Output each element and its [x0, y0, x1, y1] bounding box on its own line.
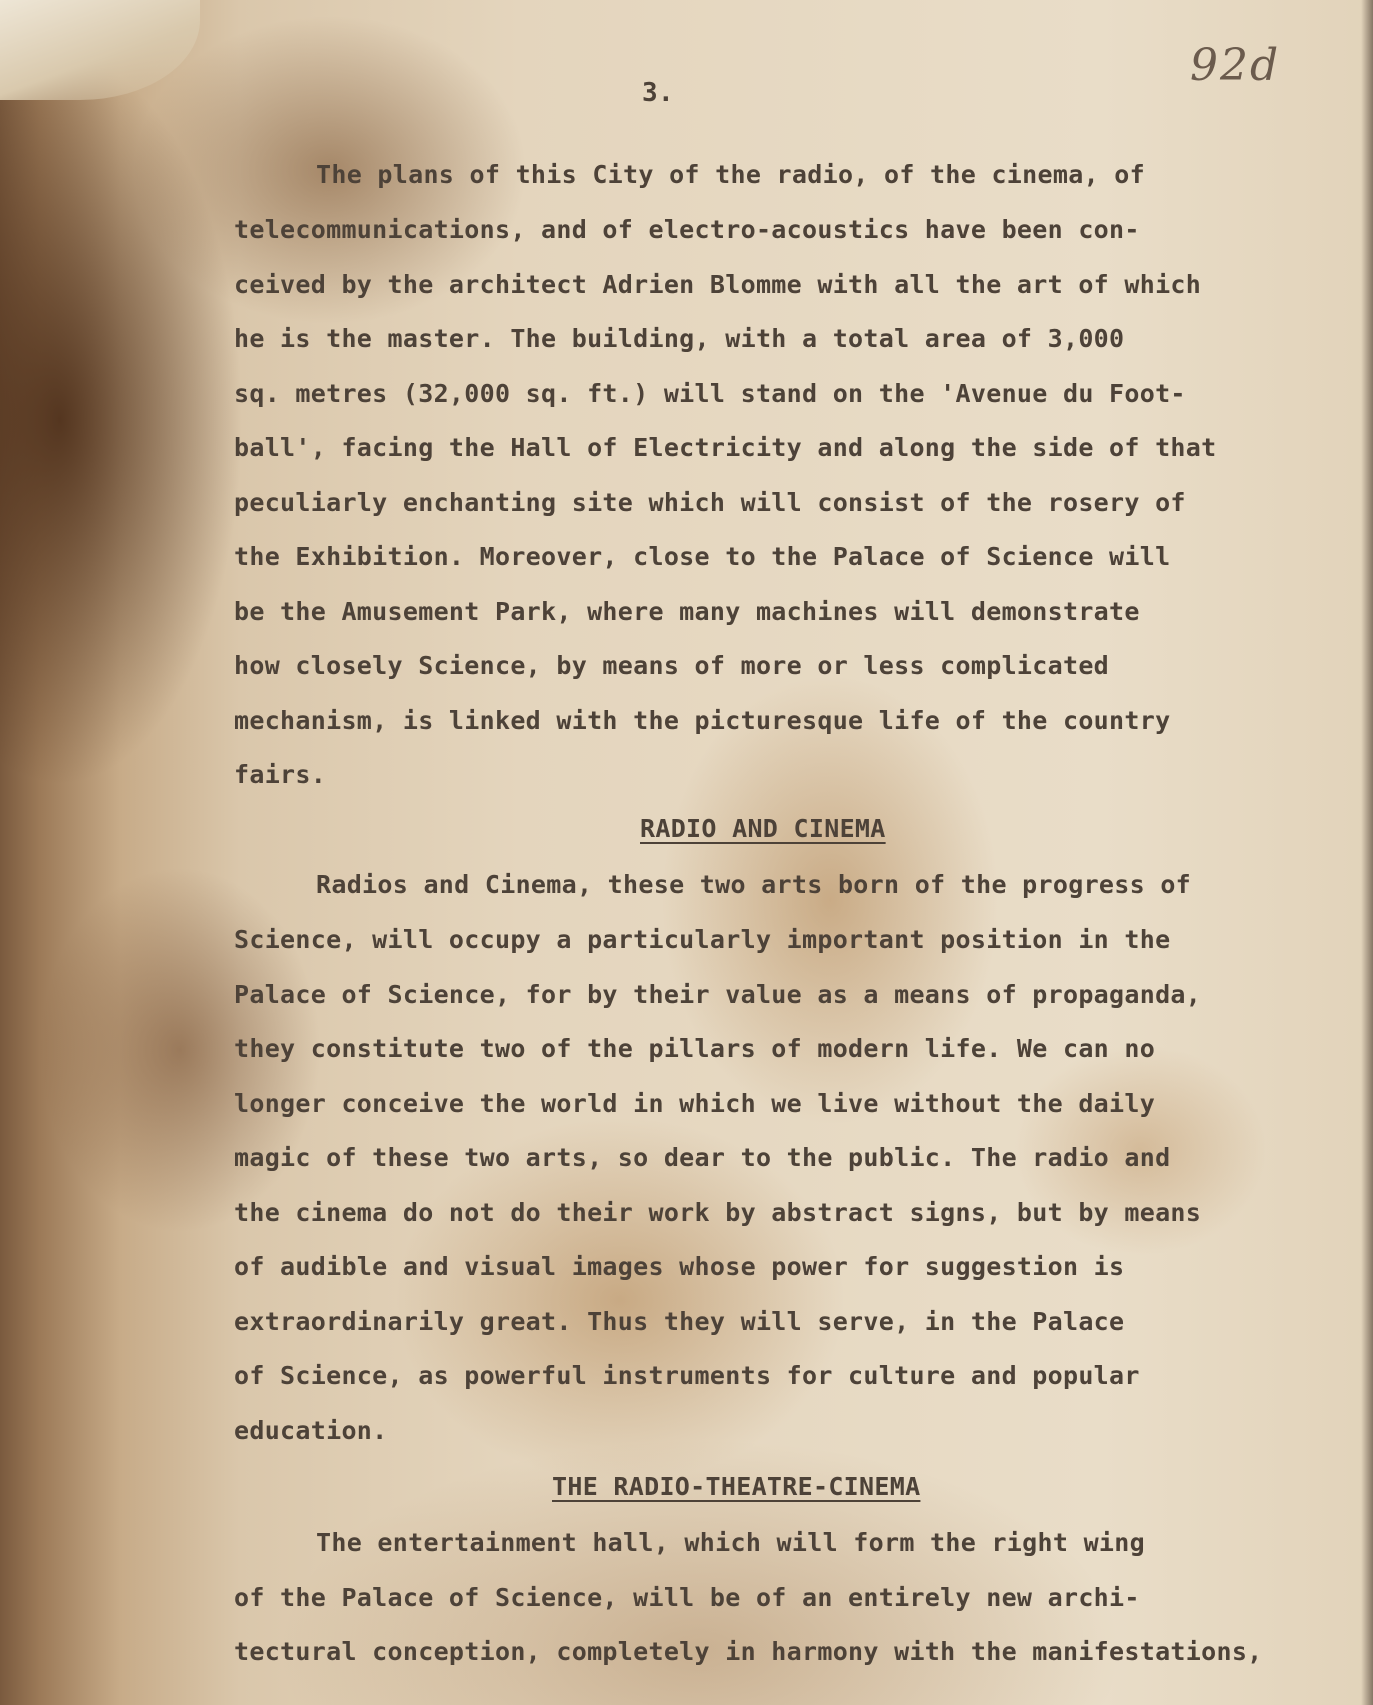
- section-heading: THE RADIO-THEATRE-CINEMA: [552, 1472, 921, 1501]
- text-line: he is the master. The building, with a total area of 3,000: [234, 324, 1125, 353]
- text-line: mechanism, is linked with the picturesque life of the country: [234, 706, 1171, 735]
- section-heading: RADIO AND CINEMA: [640, 814, 886, 843]
- text-line: longer conceive the world in which we live without the daily: [234, 1089, 1156, 1118]
- text-line: Science, will occupy a particularly important position in the: [234, 925, 1171, 954]
- text-line: of the Palace of Science, will be of an entirely new archi-: [234, 1583, 1140, 1612]
- paper-corner: [0, 0, 200, 100]
- text-line: education.: [234, 1416, 388, 1445]
- text-line: magic of these two arts, so dear to the public. The radio and: [234, 1143, 1171, 1172]
- text-line: peculiarly enchanting site which will consist of the rosery of: [234, 488, 1186, 517]
- text-line: The entertainment hall, which will form the right wing: [316, 1528, 1145, 1557]
- text-line: Radios and Cinema, these two arts born of the progress of: [316, 870, 1192, 899]
- text-line: sq. metres (32,000 sq. ft.) will stand on the 'Avenue du Foot-: [234, 379, 1186, 408]
- text-line: the cinema do not do their work by abstract signs, but by means: [234, 1198, 1202, 1227]
- text-line: of Science, as powerful instruments for culture and popular: [234, 1361, 1140, 1390]
- paper-edge-shadow: [1361, 0, 1373, 1705]
- text-line: ceived by the architect Adrien Blomme with all the art of which: [234, 270, 1202, 299]
- text-line: fairs.: [234, 760, 327, 789]
- text-line: how closely Science, by means of more or less complicated: [234, 651, 1110, 680]
- text-line: The plans of this City of the radio, of the cinema, of: [316, 160, 1145, 189]
- text-line: telecommunications, and of electro-acoustics have been con-: [234, 215, 1140, 244]
- text-line: tectural conception, completely in harmony with the manifestations,: [234, 1637, 1263, 1666]
- text-line: Palace of Science, for by their value as a means of propaganda,: [234, 980, 1202, 1009]
- text-line: be the Amusement Park, where many machines will demonstrate: [234, 597, 1140, 626]
- text-line: they constitute two of the pillars of modern life. We can no: [234, 1034, 1156, 1063]
- text-line: extraordinarily great. Thus they will serve, in the Palace: [234, 1307, 1125, 1336]
- page-number: 3.: [642, 78, 674, 108]
- text-line: the Exhibition. Moreover, close to the Palace of Science will: [234, 542, 1171, 571]
- text-line: ball', facing the Hall of Electricity and along the side of that: [234, 433, 1217, 462]
- handwritten-folio-number: 92d: [1190, 40, 1281, 91]
- text-line: of audible and visual images whose power for suggestion is: [234, 1252, 1125, 1281]
